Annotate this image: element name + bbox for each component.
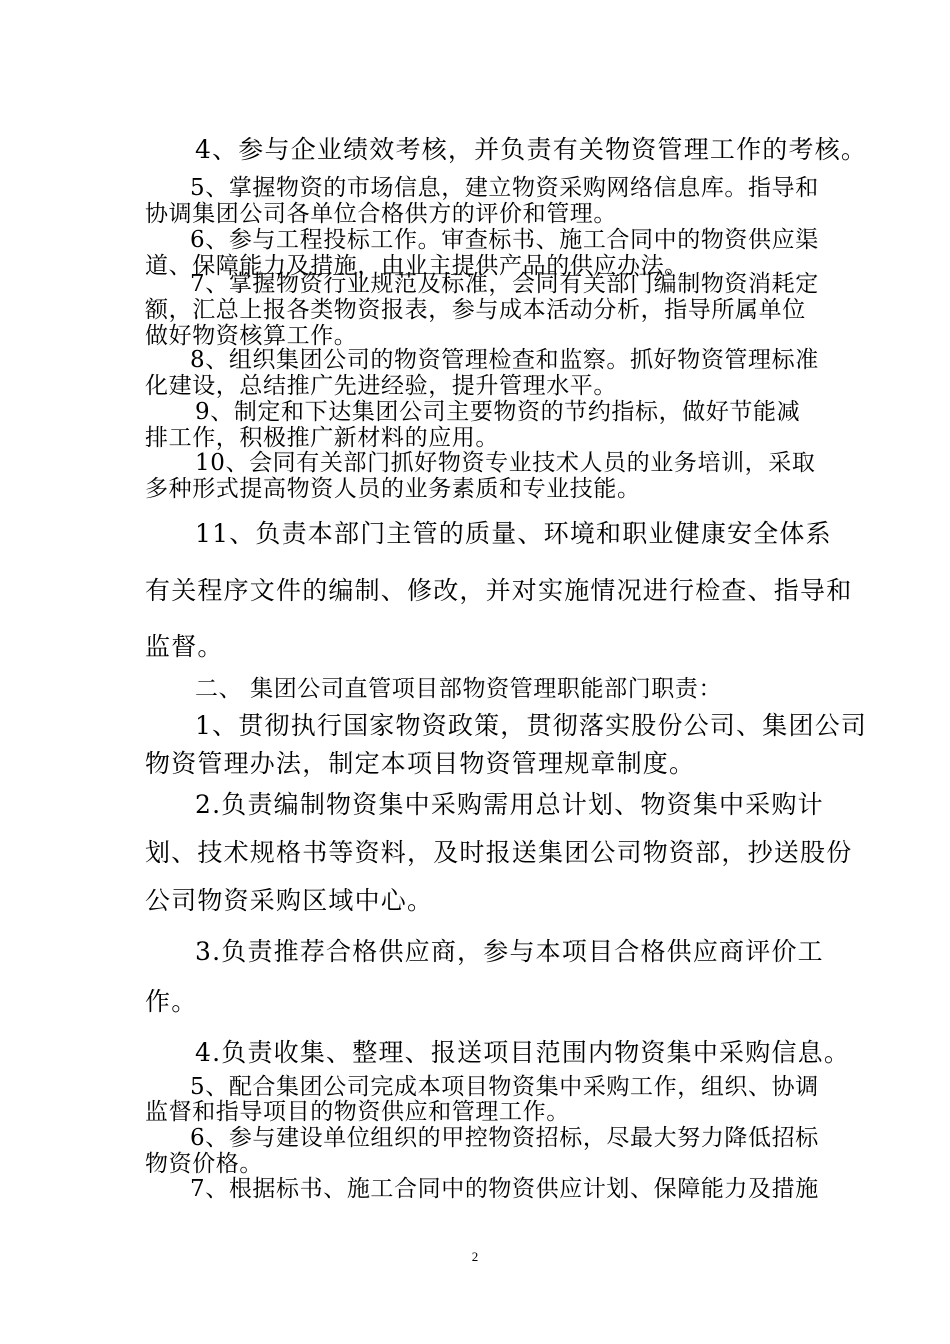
paragraph-line: 2.负责编制物资集中采购需用总计划、物资集中采购计 xyxy=(195,790,824,819)
paragraph-line: 7、掌握物资行业规范及标准，会同有关部门编制物资消耗定 xyxy=(190,271,819,297)
paragraph-line: 协调集团公司各单位合格供方的评价和管理。 xyxy=(145,201,617,227)
paragraph-line: 5、配合集团公司完成本项目物资集中采购工作，组织、协调 xyxy=(190,1074,819,1100)
paragraph-line: 额，汇总上报各类物资报表，参与成本活动分析，指导所属单位 xyxy=(145,297,806,323)
paragraph-line: 4.负责收集、整理、报送项目范围内物资集中采购信息。 xyxy=(195,1038,851,1067)
paragraph-line: 3.负责推荐合格供应商，参与本项目合格供应商评价工 xyxy=(195,937,824,966)
paragraph-line: 物资价格。 xyxy=(145,1151,263,1177)
paragraph-line: 监督。 xyxy=(145,632,224,661)
paragraph-line: 8、组织集团公司的物资管理检查和监察。抓好物资管理标准 xyxy=(190,347,819,373)
paragraph-line: 排工作，积极推广新材料的应用。 xyxy=(145,425,499,451)
paragraph-line: 4、参与企业绩效考核，并负责有关物资管理工作的考核。 xyxy=(195,135,868,164)
paragraph-line: 6、参与工程投标工作。审查标书、施工合同中的物资供应渠 xyxy=(190,227,819,253)
paragraph-line: 7、根据标书、施工合同中的物资供应计划、保障能力及措施 xyxy=(190,1176,819,1202)
paragraph-line: 物资管理办法，制定本项目物资管理规章制度。 xyxy=(145,749,696,778)
paragraph-line: 1、贯彻执行国家物资政策，贯彻落实股份公司、集团公司 xyxy=(195,711,868,740)
paragraph-line: 作。 xyxy=(145,987,198,1016)
paragraph-line: 多种形式提高物资人员的业务素质和专业技能。 xyxy=(145,476,641,502)
paragraph-line: 9、制定和下达集团公司主要物资的节约指标，做好节能减 xyxy=(195,399,801,425)
paragraph-line: 公司物资采购区域中心。 xyxy=(145,886,434,915)
paragraph-line: 化建设，总结推广先进经验，提升管理水平。 xyxy=(145,373,617,399)
paragraph-line: 5、掌握物资的市场信息，建立物资采购网络信息库。指导和 xyxy=(190,175,819,201)
paragraph-line: 道、保障能力及措施，由业主提供产品的供应办法。 xyxy=(145,253,688,279)
paragraph-line: 做好物资核算工作。 xyxy=(145,323,358,349)
page-number: 2 xyxy=(471,1249,479,1264)
paragraph-line: 划、技术规格书等资料，及时报送集团公司物资部，抄送股份 xyxy=(145,838,853,867)
paragraph-line: 6、参与建设单位组织的甲控物资招标，尽最大努力降低招标 xyxy=(190,1125,819,1151)
paragraph-line: 监督和指导项目的物资供应和管理工作。 xyxy=(145,1099,570,1125)
paragraph-line: 10、会同有关部门抓好物资专业技术人员的业务培训，采取 xyxy=(195,450,816,476)
paragraph-line: 有关程序文件的编制、修改，并对实施情况进行检查、指导和 xyxy=(145,576,853,605)
paragraph-line: 11、负责本部门主管的质量、环境和职业健康安全体系 xyxy=(195,519,832,548)
section-heading: 二、 集团公司直管项目部物资管理职能部门职责： xyxy=(195,676,723,702)
